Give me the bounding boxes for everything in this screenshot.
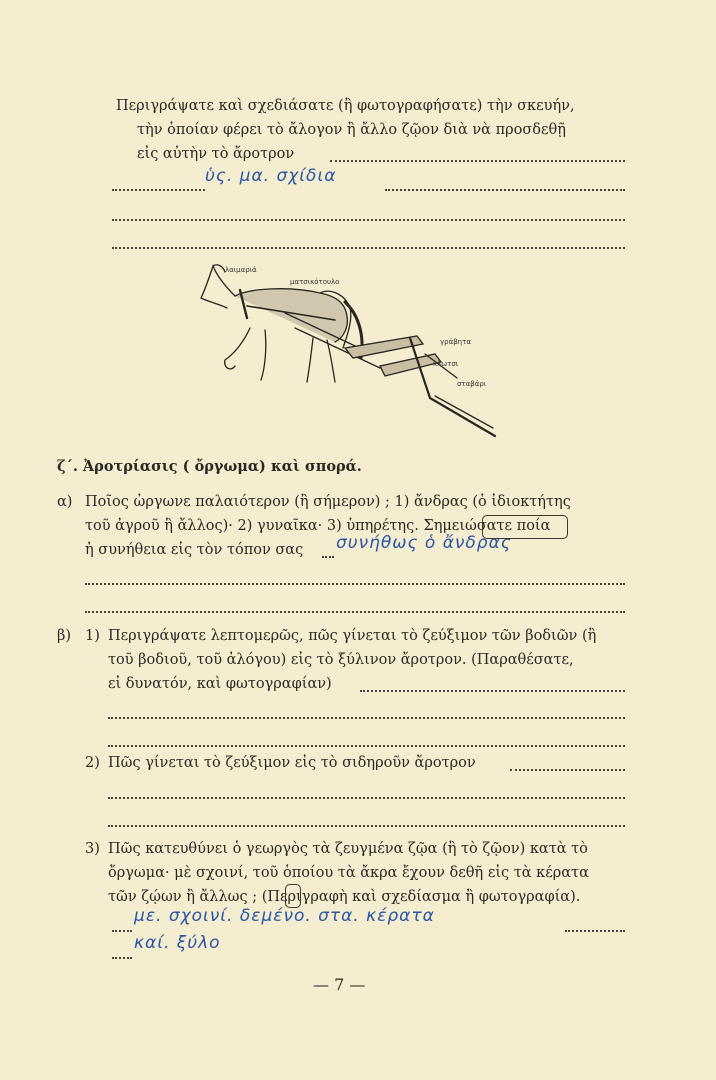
answer-dots bbox=[85, 581, 625, 585]
answer-dots bbox=[360, 688, 625, 692]
answer-dots bbox=[322, 554, 334, 558]
intro-line-2: τὴν ὁποίαν φέρει τὸ ἄλογον ἢ ἄλλο ζῷον διὰ νὰ προσδεθῇ bbox=[137, 122, 566, 138]
label-graveta: γράβητα bbox=[440, 338, 471, 346]
handwritten-answer-who-ploughed: συνήθως ὁ ἄνδρας bbox=[336, 533, 512, 553]
label-matsikotoulo: ματσικότουλο bbox=[290, 278, 340, 286]
answer-dots bbox=[108, 823, 625, 827]
answer-dots bbox=[330, 158, 625, 162]
question-a-line-2: τοῦ ἀγροῦ ἢ ἄλλος)· 2) γυναῖκα· 3) ὑπηρέτης. Σημειώσατε ποία bbox=[85, 518, 551, 534]
answer-dots bbox=[108, 715, 625, 719]
answer-dots bbox=[85, 609, 625, 613]
handwritten-answer-steering-2: καί. ξύλο bbox=[134, 933, 221, 953]
answer-dots bbox=[565, 928, 625, 932]
circled-mark bbox=[482, 515, 568, 539]
question-b-marker: β) bbox=[57, 628, 72, 644]
question-a-marker: α) bbox=[57, 494, 73, 510]
answer-dots bbox=[385, 187, 625, 191]
answer-dots bbox=[510, 767, 625, 771]
answer-dots bbox=[112, 955, 132, 959]
answer-dots bbox=[108, 743, 625, 747]
question-b2-line-1: Πῶς γίνεται τὸ ζεύξιμον εἰς τὸ σιδηροῦν ἄροτρον bbox=[108, 755, 476, 771]
question-b1-line-2: τοῦ βοδιοῦ, τοῦ ἀλόγου) εἰς τὸ ξύλινον ἄροτρον. (Παραθέσατε, bbox=[108, 652, 574, 668]
answer-dots bbox=[112, 217, 625, 221]
answer-dots bbox=[112, 187, 205, 191]
answer-dots bbox=[112, 928, 132, 932]
horse-plough-sketch bbox=[195, 258, 505, 443]
question-a-line-3: ἡ συνήθεια εἰς τὸν τόπον σας bbox=[85, 542, 304, 558]
question-b1-line-1: Περιγράψατε λεπτομερῶς, πῶς γίνεται τὸ ζεύξιμον τῶν βοδιῶν (ἢ bbox=[108, 628, 597, 644]
question-b1-line-3: εἰ δυνατόν, καὶ φωτογραφίαν) bbox=[108, 676, 332, 692]
intro-line-3: εἰς αὐτὴν τὸ ἄροτρον bbox=[137, 146, 295, 162]
question-a-line-1: Ποῖος ὠργωνε παλαιότερον (ἢ σήμερον) ; 1) ἄνδρας (ὁ ἰδιοκτήτης bbox=[85, 494, 571, 510]
question-b3-marker: 3) bbox=[85, 841, 100, 857]
intro-line-1: Περιγράψατε καὶ σχεδιάσατε (ἢ φωτογραφήσατε) τὴν σκευήν, bbox=[116, 98, 575, 114]
question-b3-line-3: τῶν ζῴων ἢ ἄλλως ; (Περιγραφὴ καὶ σχεδίασμα ἢ φωτογραφία). bbox=[108, 889, 581, 905]
label-klotsi: κλωτσι bbox=[433, 360, 459, 368]
answer-dots bbox=[108, 795, 625, 799]
label-laimaria: λαιμαριά bbox=[225, 266, 257, 274]
question-b1-marker: 1) bbox=[85, 628, 100, 644]
question-b2-marker: 2) bbox=[85, 755, 100, 771]
handwritten-answer-steering: με. σχοινί. δεμένο. στα. κέρατα bbox=[134, 906, 435, 926]
section-heading: ζ΄. Ἀροτρίασις ( ὄργωμα) καὶ σπορά. bbox=[57, 458, 362, 475]
answer-dots bbox=[112, 245, 625, 249]
page-number: — 7 — bbox=[313, 975, 366, 994]
circled-mark bbox=[285, 884, 301, 908]
question-b3-line-2: ὄργωμα· μὲ σχοινί, τοῦ ὁποίου τὰ ἄκρα ἔχουν δεθῆ εἰς τὰ κέρατα bbox=[108, 865, 589, 881]
label-stavari: σταβάρι bbox=[457, 380, 487, 388]
question-b3-line-1: Πῶς κατευθύνει ὁ γεωργὸς τὰ ζευγμένα ζῷα (ἢ τὸ ζῷον) κατὰ τὸ bbox=[108, 841, 588, 857]
handwritten-answer-harness: ὑς. μα. σχίδια bbox=[205, 166, 337, 186]
